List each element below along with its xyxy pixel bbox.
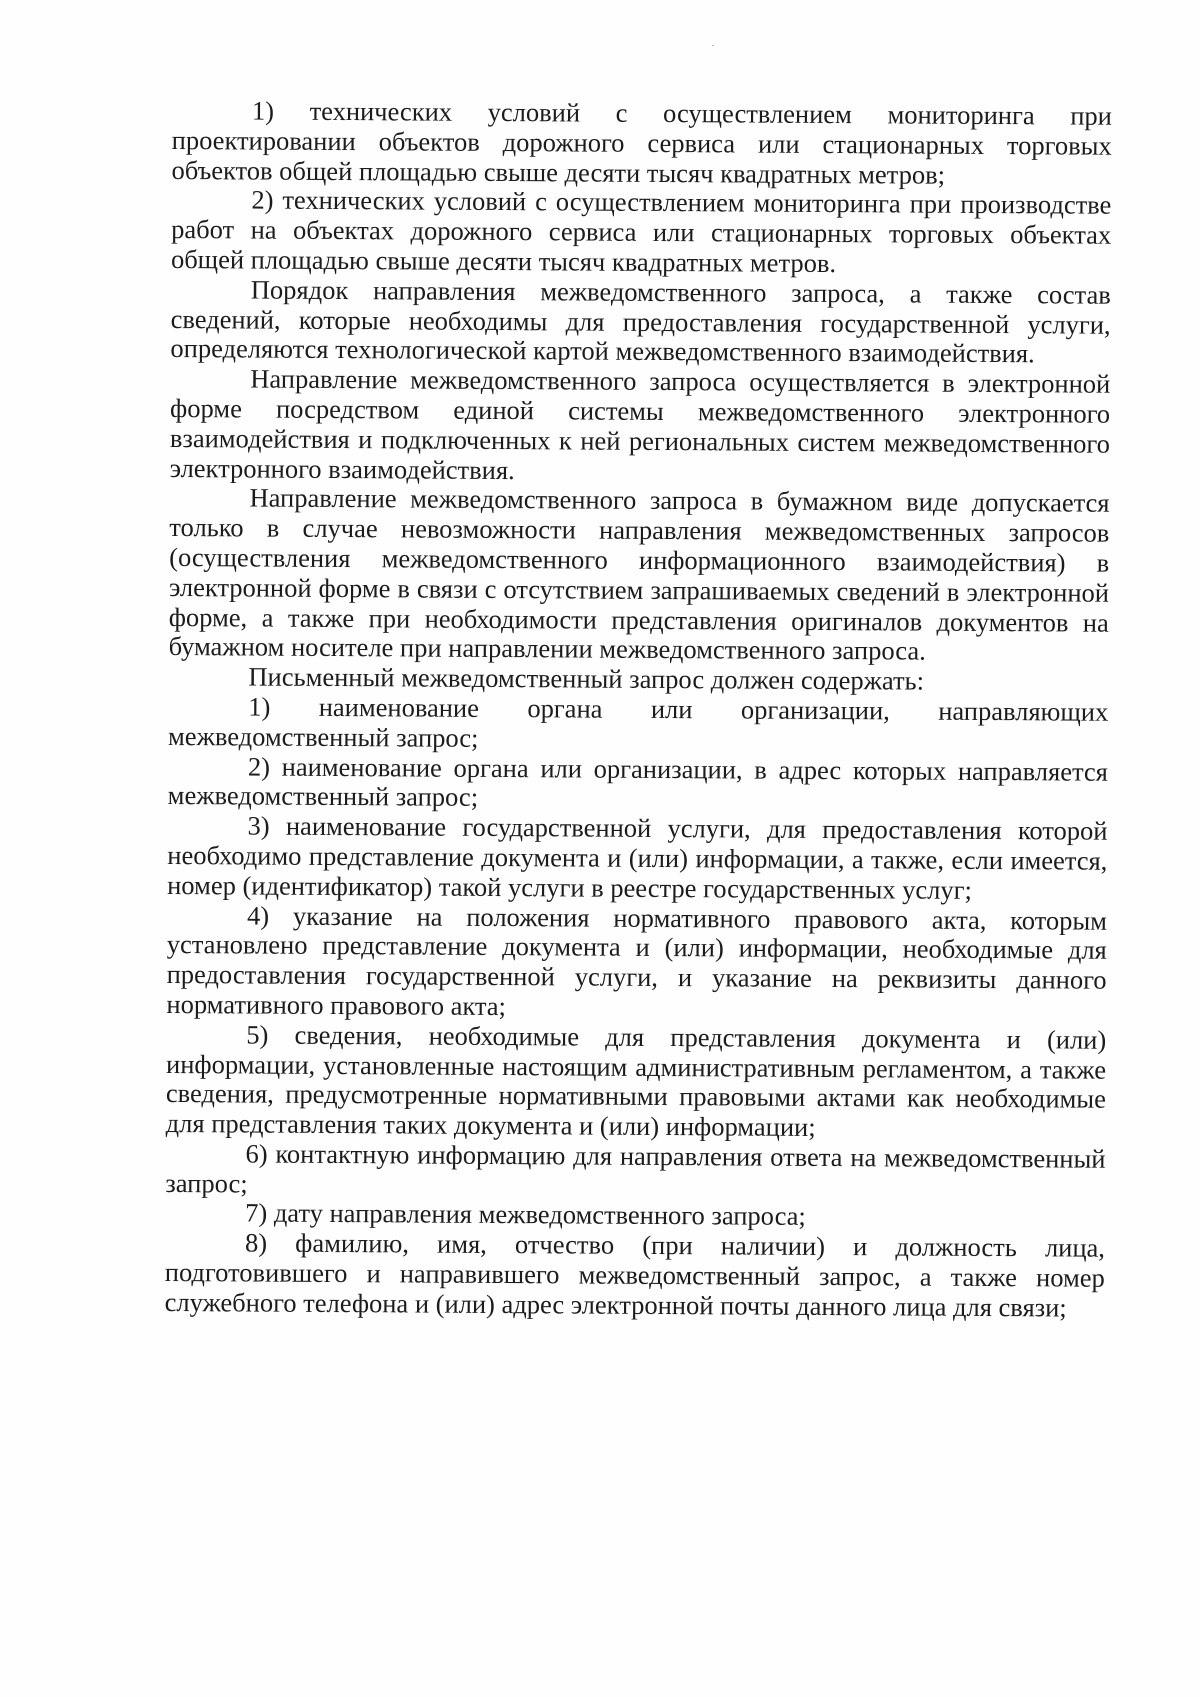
contents-item-6: 6) контактную информацию для направления ответа на межведомственный запрос; xyxy=(165,1138,1106,1199)
contents-item-5: 5) сведения, необходимые для представления документа и (или) информации, установленные настоящим административным регламентом, а также сведения, предусмотренные нормативными правовыми актами как необходимые для представления таких документа и (или) информации; xyxy=(165,1019,1107,1143)
paragraph-request-contents-intro: Письменный межведомственный запрос должен содержать: xyxy=(248,661,925,696)
paragraph-electronic-form: Направление межведомственного запроса осуществляется в электронной форме посредством единой системы межведомственного электронного взаимодействия и подключенных к ней региональных систем межведомственного электронного взаимодействия. xyxy=(169,363,1111,485)
document-body xyxy=(165,96,1112,1323)
contents-item-8: 8) фамилию, имя, отчество (при наличии) и должность лица, подготовившего и направившего межведомственный запрос, а также номер служебного телефона и (или) адрес электронной почты данного лица для связи; xyxy=(164,1227,1106,1323)
scan-speck xyxy=(712,45,714,46)
paragraph-request-procedure: Порядок направления межведомственного запроса, а также состав сведений, которые необходимы для предоставления государственной услуги, определяются технологической картой межведомственного взаимодействия. xyxy=(170,274,1111,369)
item-1-design-conditions: 1) технических условий с осуществлением мониторинга при проектировании объектов дорожного сервиса или стационарных торговых объектов общей площадью свыше десяти тысяч квадратных метров; xyxy=(171,95,1112,190)
contents-item-2: 2) наименование органа или организации, в адрес которых направляется межведомственный запрос; xyxy=(167,751,1108,813)
contents-item-3: 3) наименование государственной услуги, для предоставления которой необходимо представление документа и (или) информации, а также, если имеется, номер (идентификатор) такой услуги в реестре государственных услуг; xyxy=(167,810,1108,905)
contents-item-7: 7) дату направления межведомственного запроса; xyxy=(245,1197,806,1232)
item-2-works-conditions: 2) технических условий с осуществлением мониторинга при производстве работ на объектах дорожного сервиса или стационарных торговых объектах общей площадью свыше десяти тысяч квадратных метров. xyxy=(170,184,1112,279)
contents-item-4: 4) указание на положения нормативного правового акта, которым установлено представление документа и (или) информации, необходимые для предоставления государственной услуги, и указание на реквизиты данного нормативного правового акта; xyxy=(166,899,1108,1021)
contents-item-1: 1) наименование органа или организации, направляющих межведомственный запрос; xyxy=(168,691,1109,753)
paragraph-paper-form: Направление межведомственного запроса в бумажном виде допускается только в случае невозможности направления межведомственных запросов (осуществления межведомственного информационного взаимодействия) в электронной форме в связи с отсутствием запрашиваемых сведений в электронной форме, а также при необходимости представления оригиналов документов на бумажном носителе при направлении межведомственного запроса. xyxy=(168,482,1110,666)
